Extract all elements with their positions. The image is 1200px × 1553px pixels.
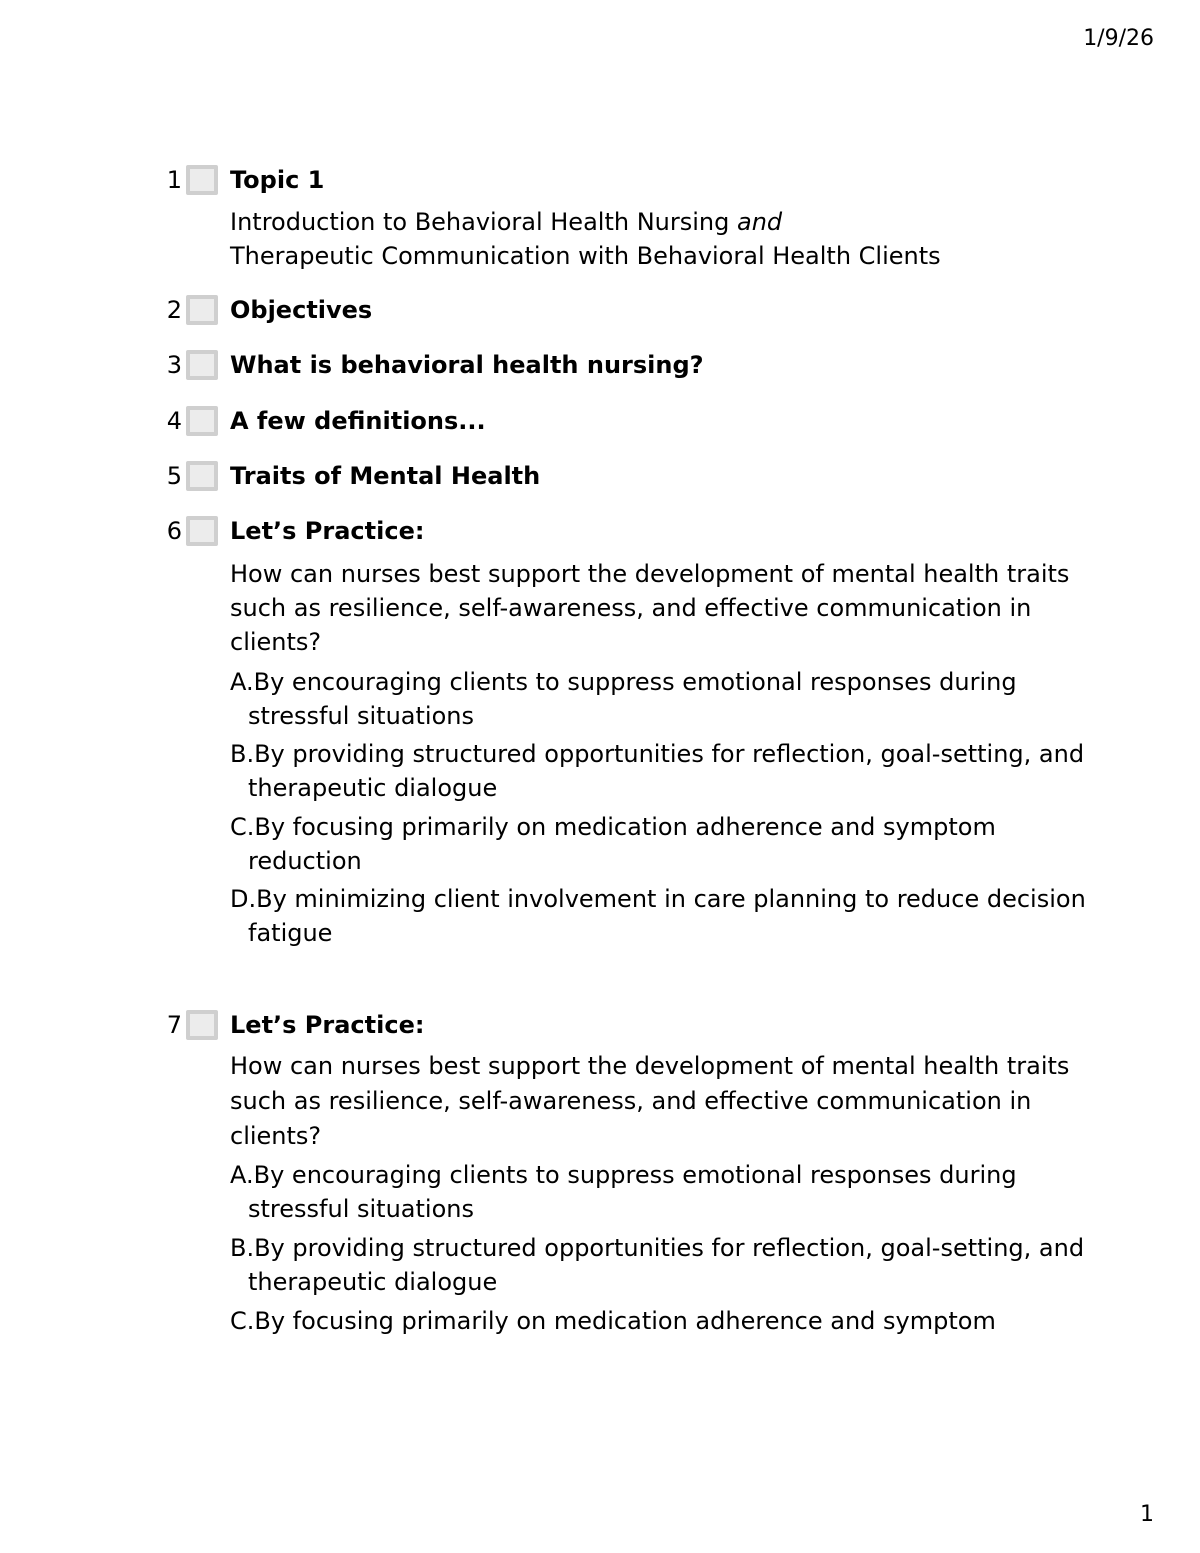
answer-option-b: B.By providing structured opportunities for reflection, goal-setting, and therapeutic dialogue — [230, 740, 1085, 802]
question-line: How can nurses best support the development of mental health traits — [230, 1052, 1070, 1080]
slide-number: 3 — [166, 351, 182, 379]
answer-option-a: A.By encouraging clients to suppress emotional responses during stressful situations — [230, 1161, 1017, 1223]
page-number: 1 — [1140, 1502, 1154, 1527]
slide-title: Let’s Practice: — [230, 1011, 425, 1039]
slide-number: 2 — [166, 296, 182, 324]
question-line: How can nurses best support the development of mental health traits — [230, 560, 1070, 588]
print-date: 1/9/26 — [1083, 26, 1154, 51]
slide-title: Let’s Practice: — [230, 517, 425, 545]
slide-title: Topic 1 — [230, 166, 325, 194]
slide-checkbox[interactable] — [186, 165, 218, 195]
answer-option-c: C.By focusing primarily on medication adherence and symptom — [230, 1307, 996, 1335]
slide-title: A few definitions... — [230, 407, 486, 435]
answer-option-c: C.By focusing primarily on medication adherence and symptom reduction — [230, 813, 996, 875]
slide-checkbox[interactable] — [186, 461, 218, 491]
question-line: such as resilience, self-awareness, and effective communication in — [230, 594, 1032, 622]
answer-option-b: B.By providing structured opportunities for reflection, goal-setting, and therapeutic dialogue — [230, 1234, 1085, 1296]
slide-title: Objectives — [230, 296, 373, 324]
answer-option-a: A.By encouraging clients to suppress emotional responses during stressful situations — [230, 668, 1017, 730]
slide-checkbox[interactable] — [186, 406, 218, 436]
slide-number: 7 — [166, 1011, 182, 1039]
slide-title: Traits of Mental Health — [230, 462, 541, 490]
slide-number: 6 — [166, 517, 182, 545]
slide-subtitle-line-2: Therapeutic Communication with Behavioral Health Clients — [230, 242, 941, 270]
slide-checkbox[interactable] — [186, 516, 218, 546]
answer-option-d: D.By minimizing client involvement in care planning to reduce decision fatigue — [230, 885, 1086, 947]
question-line: clients? — [230, 628, 322, 656]
slide-title: What is behavioral health nursing? — [230, 351, 704, 379]
slide-number: 4 — [166, 407, 182, 435]
slide-number: 1 — [166, 166, 182, 194]
question-line: clients? — [230, 1122, 322, 1150]
question-line: such as resilience, self-awareness, and effective communication in — [230, 1087, 1032, 1115]
slide-checkbox[interactable] — [186, 295, 218, 325]
slide-number: 5 — [166, 462, 182, 490]
slide-checkbox[interactable] — [186, 1010, 218, 1040]
slide-subtitle-line-1: Introduction to Behavioral Health Nursing and — [230, 208, 783, 236]
slide-checkbox[interactable] — [186, 350, 218, 380]
